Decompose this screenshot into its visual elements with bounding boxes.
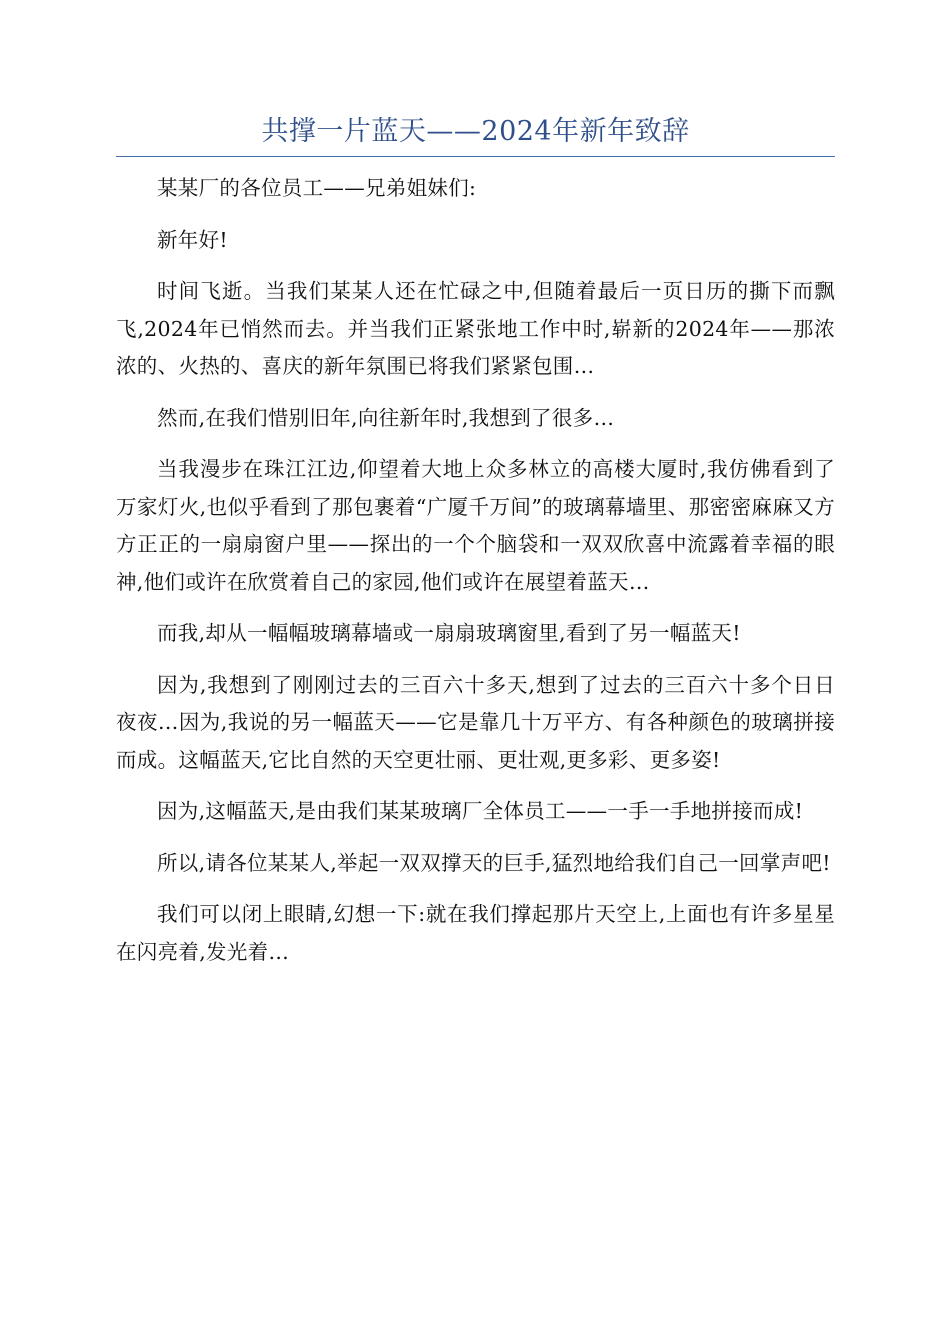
paragraph-imagine: 我们可以闭上眼睛,幻想一下:就在我们撑起那片天空上,上面也有许多星星在闪亮着,发光着… <box>116 902 835 964</box>
paragraph-built-by-staff: 因为,这幅蓝天,是由我们某某玻璃厂全体员工——一手一手地拼接而成! <box>157 799 804 823</box>
paragraph-another-sky: 而我,却从一幅幅玻璃幕墙或一扇扇玻璃窗里,看到了另一幅蓝天! <box>157 621 741 645</box>
paragraph-greeting: 某某厂的各位员工——兄弟姐妹们: <box>157 176 477 200</box>
paragraph-time-flies: 时间飞逝。当我们某某人还在忙碌之中,但随着最后一页日历的撕下而飘飞,2024年已悄然而去。并当我们正紧张地工作中时,崭新的2024年——那浓浓的、火热的、喜庆的新年氛围已将我们紧紧包围… <box>116 279 835 378</box>
paragraph-farewell: 然而,在我们惜别旧年,向往新年时,我想到了很多… <box>157 405 615 430</box>
paragraph-because: 因为,我想到了刚刚过去的三百六十多天,想到了过去的三百六十多个日日夜夜…因为,我说的另一幅蓝天——它是靠几十万平方、有各种颜色的玻璃拼接而成。这幅蓝天,它比自然的天空更壮丽、更壮观,更多彩、更多姿! <box>116 672 835 772</box>
paragraph-applause: 所以,请各位某某人,举起一双双撑天的巨手,猛烈地给我们自己一回掌声吧! <box>157 850 831 875</box>
document-title: 共撑一片蓝天——2024年新年致辞 <box>261 116 690 147</box>
paragraph-riverside: 当我漫步在珠江江边,仰望着大地上众多林立的高楼大厦时,我仿佛看到了万家灯火,也似乎看到了那包裹着“广厦千万间”的玻璃幕墙里、那密密麻麻又方方正正的一扇扇窗户里——探出的一个个脑袋和一双双欣喜中流露着幸福的眼神,他们或许在欣赏着自己的家园,他们或许在展望着蓝天… <box>116 457 835 594</box>
paragraph-new-year: 新年好! <box>157 227 228 252</box>
document-body <box>116 170 835 985</box>
title-block <box>116 112 835 157</box>
